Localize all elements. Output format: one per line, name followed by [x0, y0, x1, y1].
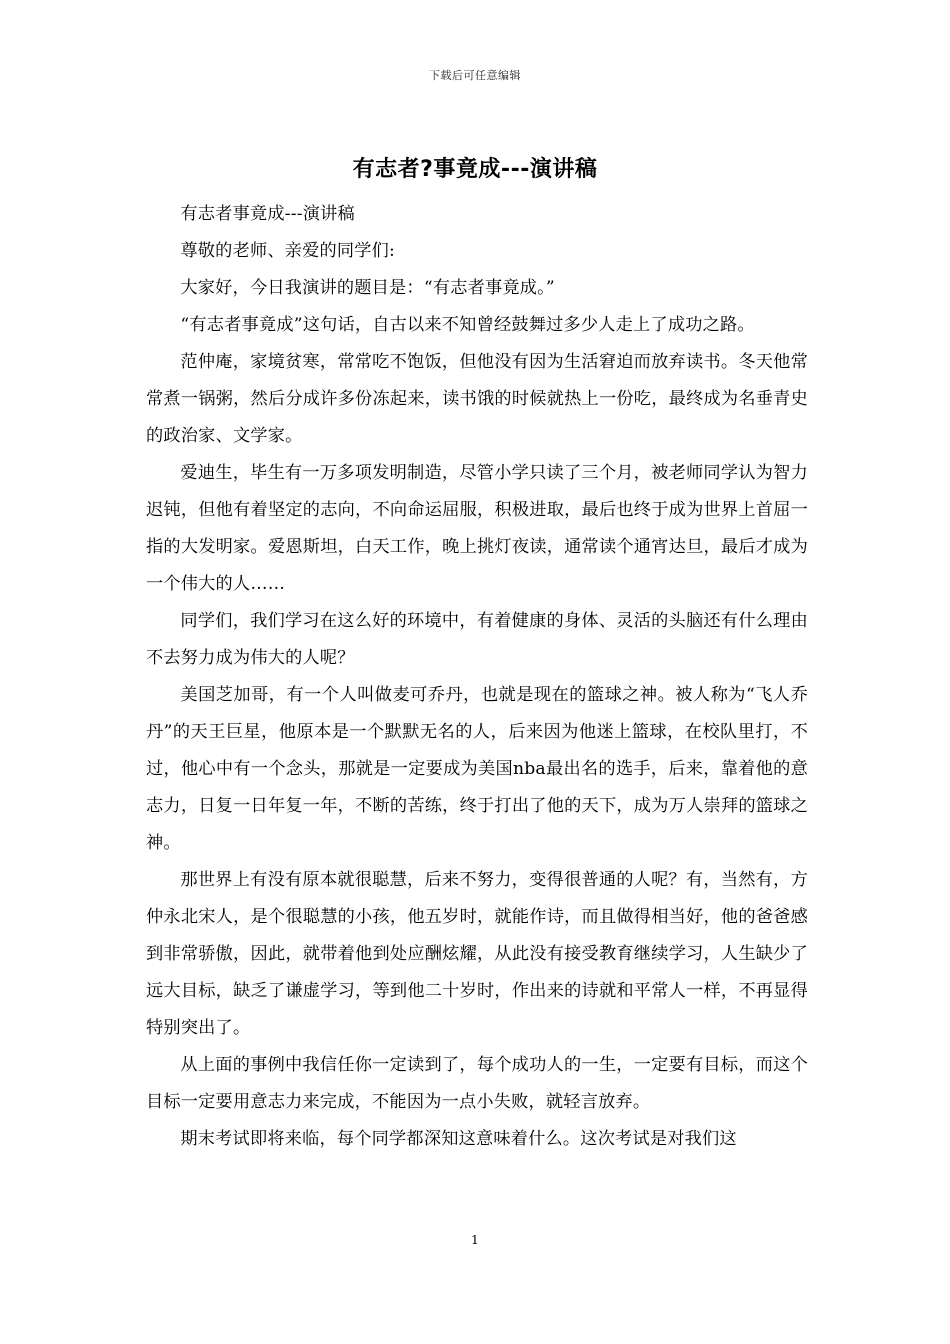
paragraph-lesson: 从上面的事例中我信任你一定读到了，每个成功人的一生，一定要有目标，而这个目标一定要用意志力来完成，不能因为一点小失败，就轻言放弃。: [146, 1055, 808, 1112]
paragraph-exam: 期末考试即将来临，每个同学都深知这意味着什么。这次考试是对我们这: [180, 1129, 737, 1149]
paragraph-fan-zhongyan: 范仲庵，家境贫寒，常常吃不饱饭，但他没有因为生活窘迫而放弃读书。冬天他常常煮一锅粥，然后分成许多份冻起来，读书饿的时候就热上一份吃，最终成为名垂青史的政治家、文学家。: [146, 352, 808, 446]
paragraph-salutation: 尊敬的老师、亲爱的同学们:: [180, 241, 396, 261]
document-title: 有志者?事竟成---演讲稿: [352, 157, 598, 182]
paragraph-greeting: 大家好，今日我演讲的题目是：“有志者事竟成。”: [180, 278, 555, 298]
paragraph-fang-zhongyong: 那世界上有没有原本就很聪慧，后来不努力，变得很普通的人呢？有，当然有，方仲永北宋人，是个很聪慧的小孩，他五岁时，就能作诗，而且做得相当好，他的爸爸感到非常骄傲，因此，就带着他到处应酬炫耀，从此没有接受教育继续学习，人生缺少了远大目标，缺乏了谦虚学习，等到他二十岁时，作出来的诗就和平常人一样，不再显得特别突出了。: [146, 870, 808, 1038]
paragraph-subtitle: 有志者事竟成---演讲稿: [180, 204, 355, 224]
header-note: 下载后可任意编辑: [429, 69, 521, 82]
page-number: 1: [471, 1233, 479, 1247]
paragraph-classmates: 同学们，我们学习在这么好的环境中，有着健康的身体、灵活的头脑还有什么理由不去努力成为伟大的人呢？: [146, 611, 808, 668]
paragraph-intro: “有志者事竟成”这句话，自古以来不知曾经鼓舞过多少人走上了成功之路。: [180, 315, 755, 335]
paragraph-jordan: 美国芝加哥，有一个人叫做麦可乔丹，也就是现在的篮球之神。被人称为“飞人乔丹”的天王巨星，他原本是一个默默无名的人，后来因为他迷上篮球，在校队里打，不过，他心中有一个念头，那就是一定要成为美国nba最出名的选手，后来，靠着他的意志力，日复一日年复一年，不断的苦练，终于打出了他的天下，成为万人崇拜的篮球之神。: [146, 685, 808, 853]
paragraph-edison: 爱迪生，毕生有一万多项发明制造，尽管小学只读了三个月，被老师同学认为智力迟钝，但他有着坚定的志向，不向命运屈服，积极进取，最后也终于成为世界上首屈一指的大发明家。爱恩斯坦，白天工作，晚上挑灯夜读，通常读个通宵达旦，最后才成为一个伟大的人……: [146, 463, 808, 594]
document-body: [146, 196, 808, 1158]
